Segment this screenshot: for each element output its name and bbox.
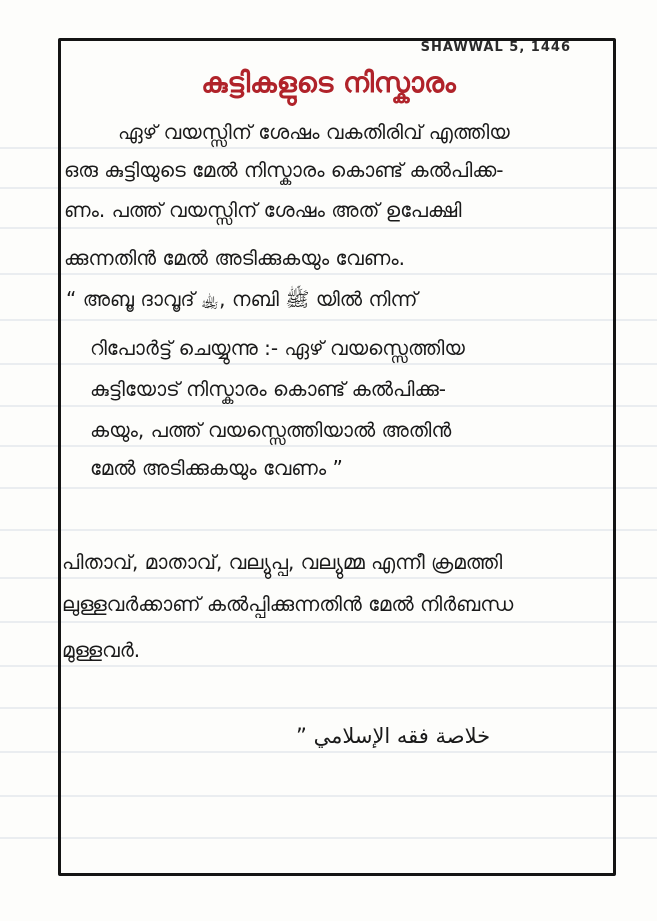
source-citation: ” خلاصة فقه الإسلامي [296,724,491,748]
hadith-line: കയും, പത്ത് വയസ്സെത്തിയാൽ അതിൻ [90,418,452,442]
text-line: ഒരു കുട്ടിയുടെ മേൽ നിസ്കാരം കൊണ്ട് കൽപിക്ക- [64,158,504,182]
text-line: ലുള്ളവർക്കാണ് കൽപ്പിക്കുന്നതിൻ മേൽ നിർബന്ധ [62,592,514,616]
hadith-line: റിപോർട്ട് ചെയ്യുന്നു :- ഏഴ് വയസ്സെത്തിയ [90,336,465,360]
text-line: മുള്ളവർ. [62,638,141,662]
date-label: SHAWWAL 5, 1446 [420,40,571,55]
text-line: ണം. പത്ത് വയസ്സിന് ശേഷം അത് ഉപേക്ഷി [64,198,462,222]
hadith-line: കുട്ടിയോട് നിസ്കാരം കൊണ്ട് കൽപിക്കു- [90,377,447,401]
text-line: ക്കുന്നതിൻ മേൽ അടിക്കുകയും വേണം. [64,246,405,270]
text-line: പിതാവ്, മാതാവ്, വല്യുപ്പ, വല്യുമ്മ എന്നീ ക്രമത്തി [62,550,503,574]
hadith-line: മേൽ അടിക്കുകയും വേണം ” [90,456,343,480]
text-line: ഏഴ് വയസ്സിന് ശേഷം വകതിരിവ് എത്തിയ [118,120,510,144]
page-title: കുട്ടികളുടെ നിസ്കാരം [201,66,456,99]
hadith-line: “ അബൂ ദാവൂദ് ﵀, നബി ﷺ യിൽ നിന്ന് [66,287,418,311]
